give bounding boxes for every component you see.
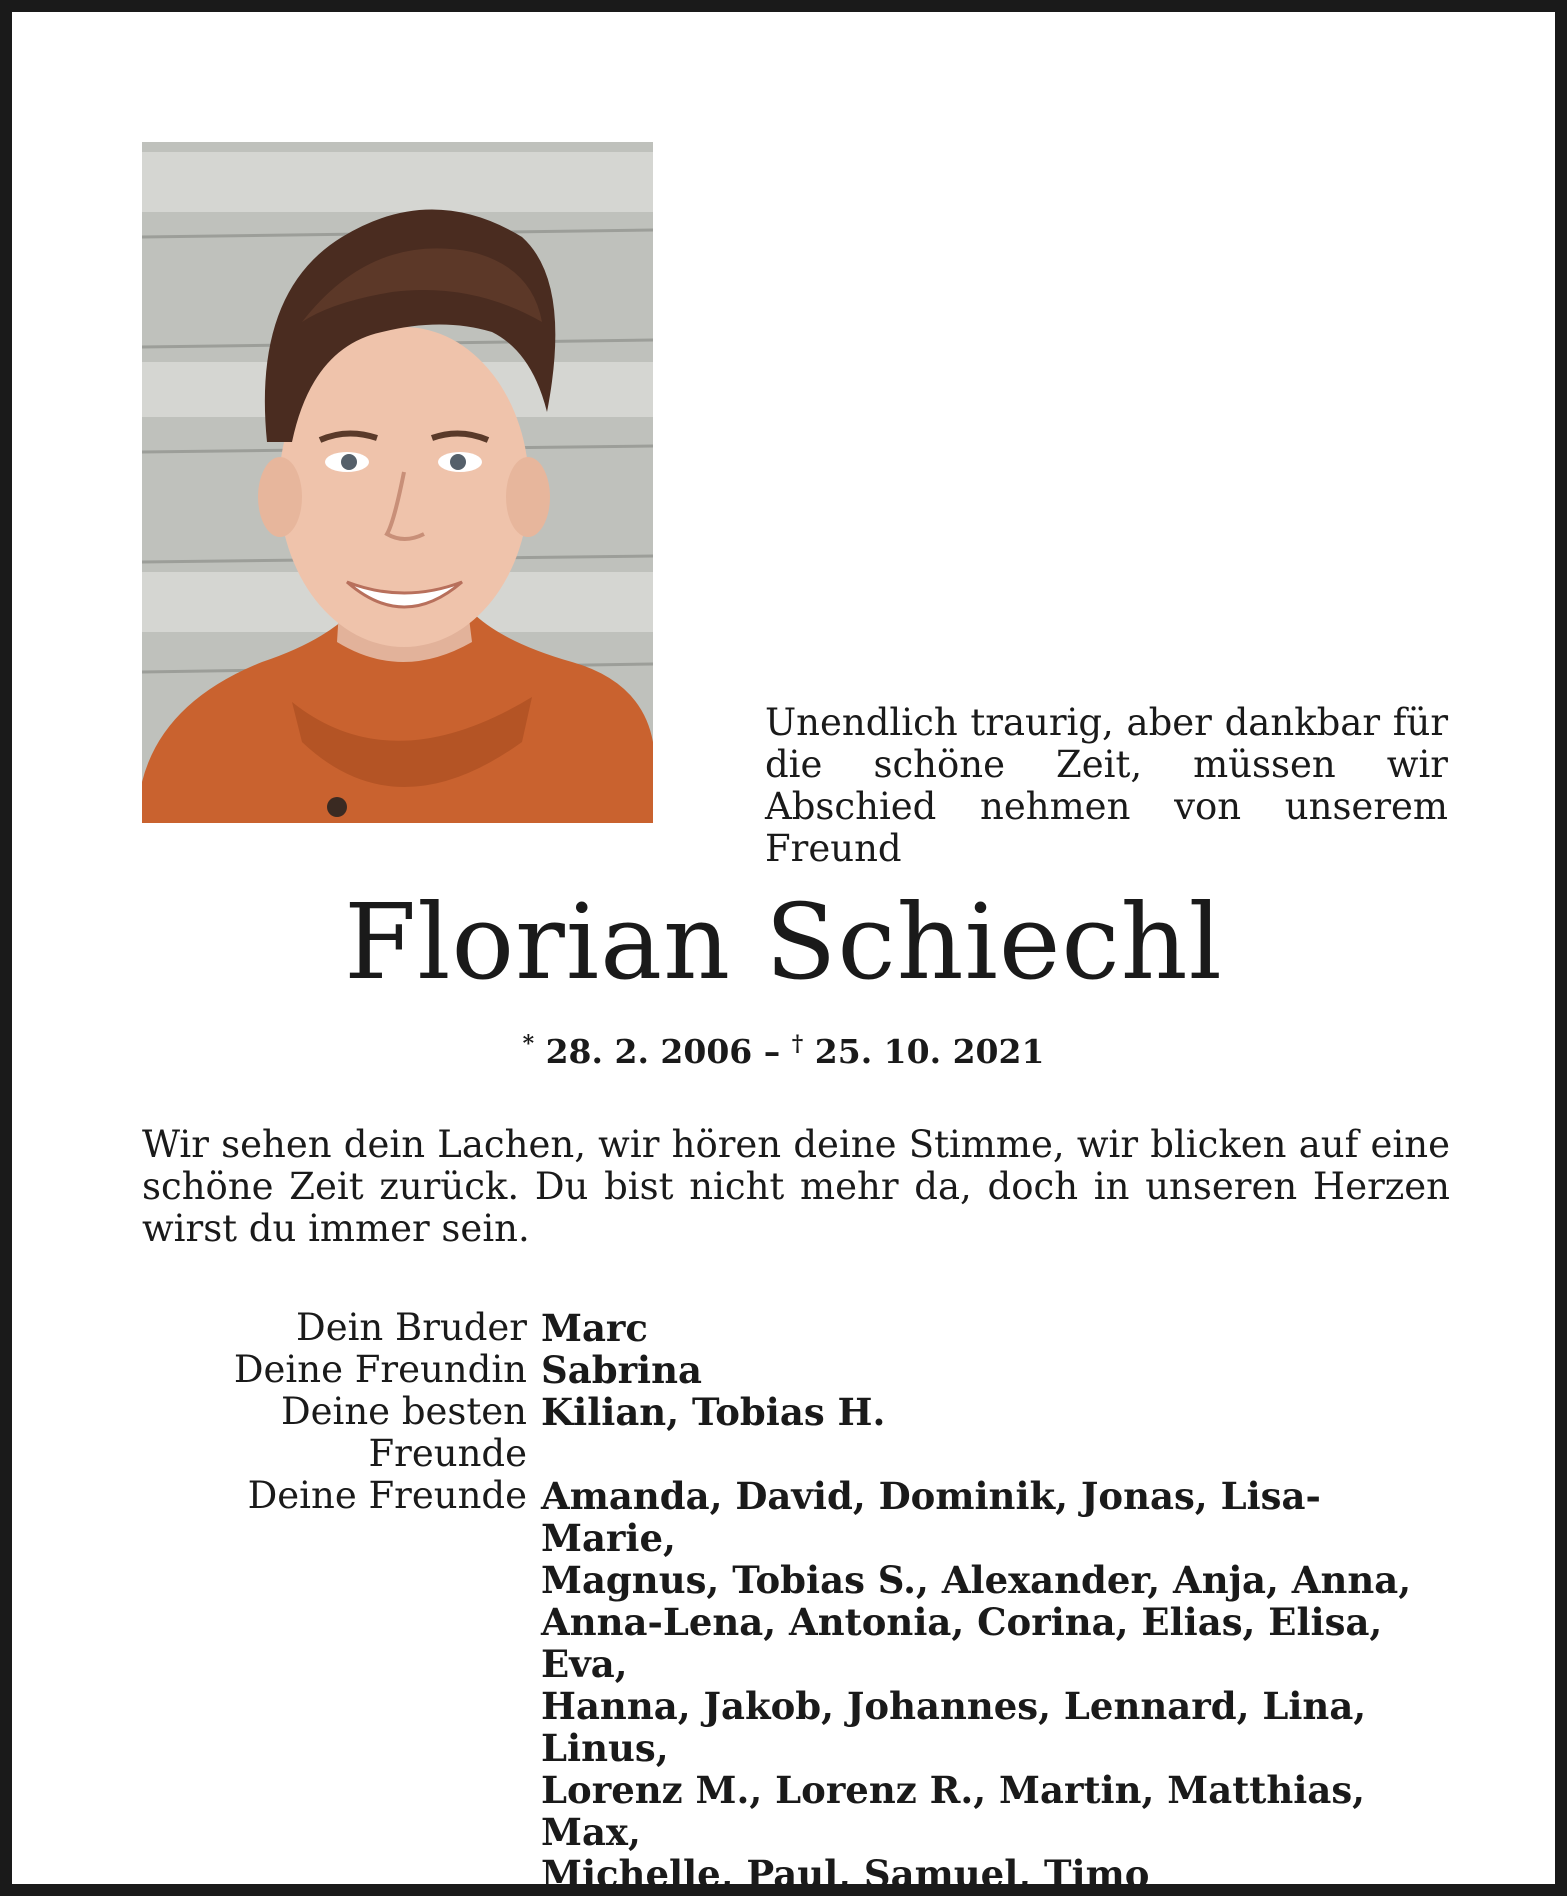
memorial-poem: Wir sehen dein Lachen, wir hören deine Stimme, wir blicken auf eine schöne Zeit zurück. Du bist nicht mehr da, doch in unseren Herzen wirst du immer sein. [142,1123,1450,1250]
names-line: Kilian, Tobias H. [541,1390,886,1434]
mourner-row-friends [142,1475,1450,1895]
names-line: Michelle, Paul, Samuel, Timo [541,1852,1150,1896]
relation-label: Dein Bruder [296,1306,527,1349]
death-symbol: † [791,1031,804,1057]
date-separator: – [763,1032,781,1071]
mourner-row-brother [142,1307,1450,1349]
birth-symbol: * [522,1031,535,1057]
portrait-photo [142,142,653,823]
names-line: Lorenz M., Lorenz R., Martin, Matthias, Max, [541,1768,1366,1854]
names-line: Hanna, Jakob, Johannes, Lennard, Lina, Linus, [541,1684,1367,1770]
death-date: 25. 10. 2021 [814,1032,1045,1071]
portrait-photo-icon [142,142,653,823]
mourner-names [541,1475,1441,1895]
relation-label: Deine Freunde [247,1474,527,1517]
names-line: Sabrina [541,1348,702,1392]
mourner-row-girlfriend [142,1349,1450,1391]
intro-text: Unendlich traurig, aber dankbar für die schöne Zeit, müssen wir Abschied nehmen von unserem Freund [765,701,1448,870]
mourner-row-best-friends [142,1391,1450,1475]
names-line: Amanda, David, Dominik, Jonas, Lisa-Marie, [541,1474,1321,1560]
relation-label: Deine Freundin [233,1348,527,1391]
life-dates [12,1020,1555,1076]
mourner-names [541,1349,1441,1391]
names-line: Magnus, Tobias S., Alexander, Anja, Anna, [541,1558,1412,1602]
deceased-name: Florian Schiechl [344,881,1223,1003]
names-line: Anna-Lena, Antonia, Corina, Elias, Elisa, Eva, [541,1600,1383,1686]
mourners-list [142,1307,1450,1895]
mourner-names [541,1391,1441,1433]
birth-date: 28. 2. 2006 [545,1032,753,1071]
mourner-names [541,1307,1441,1349]
names-line: Marc [541,1306,648,1350]
relation-label: Deine besten Freunde [280,1390,527,1475]
